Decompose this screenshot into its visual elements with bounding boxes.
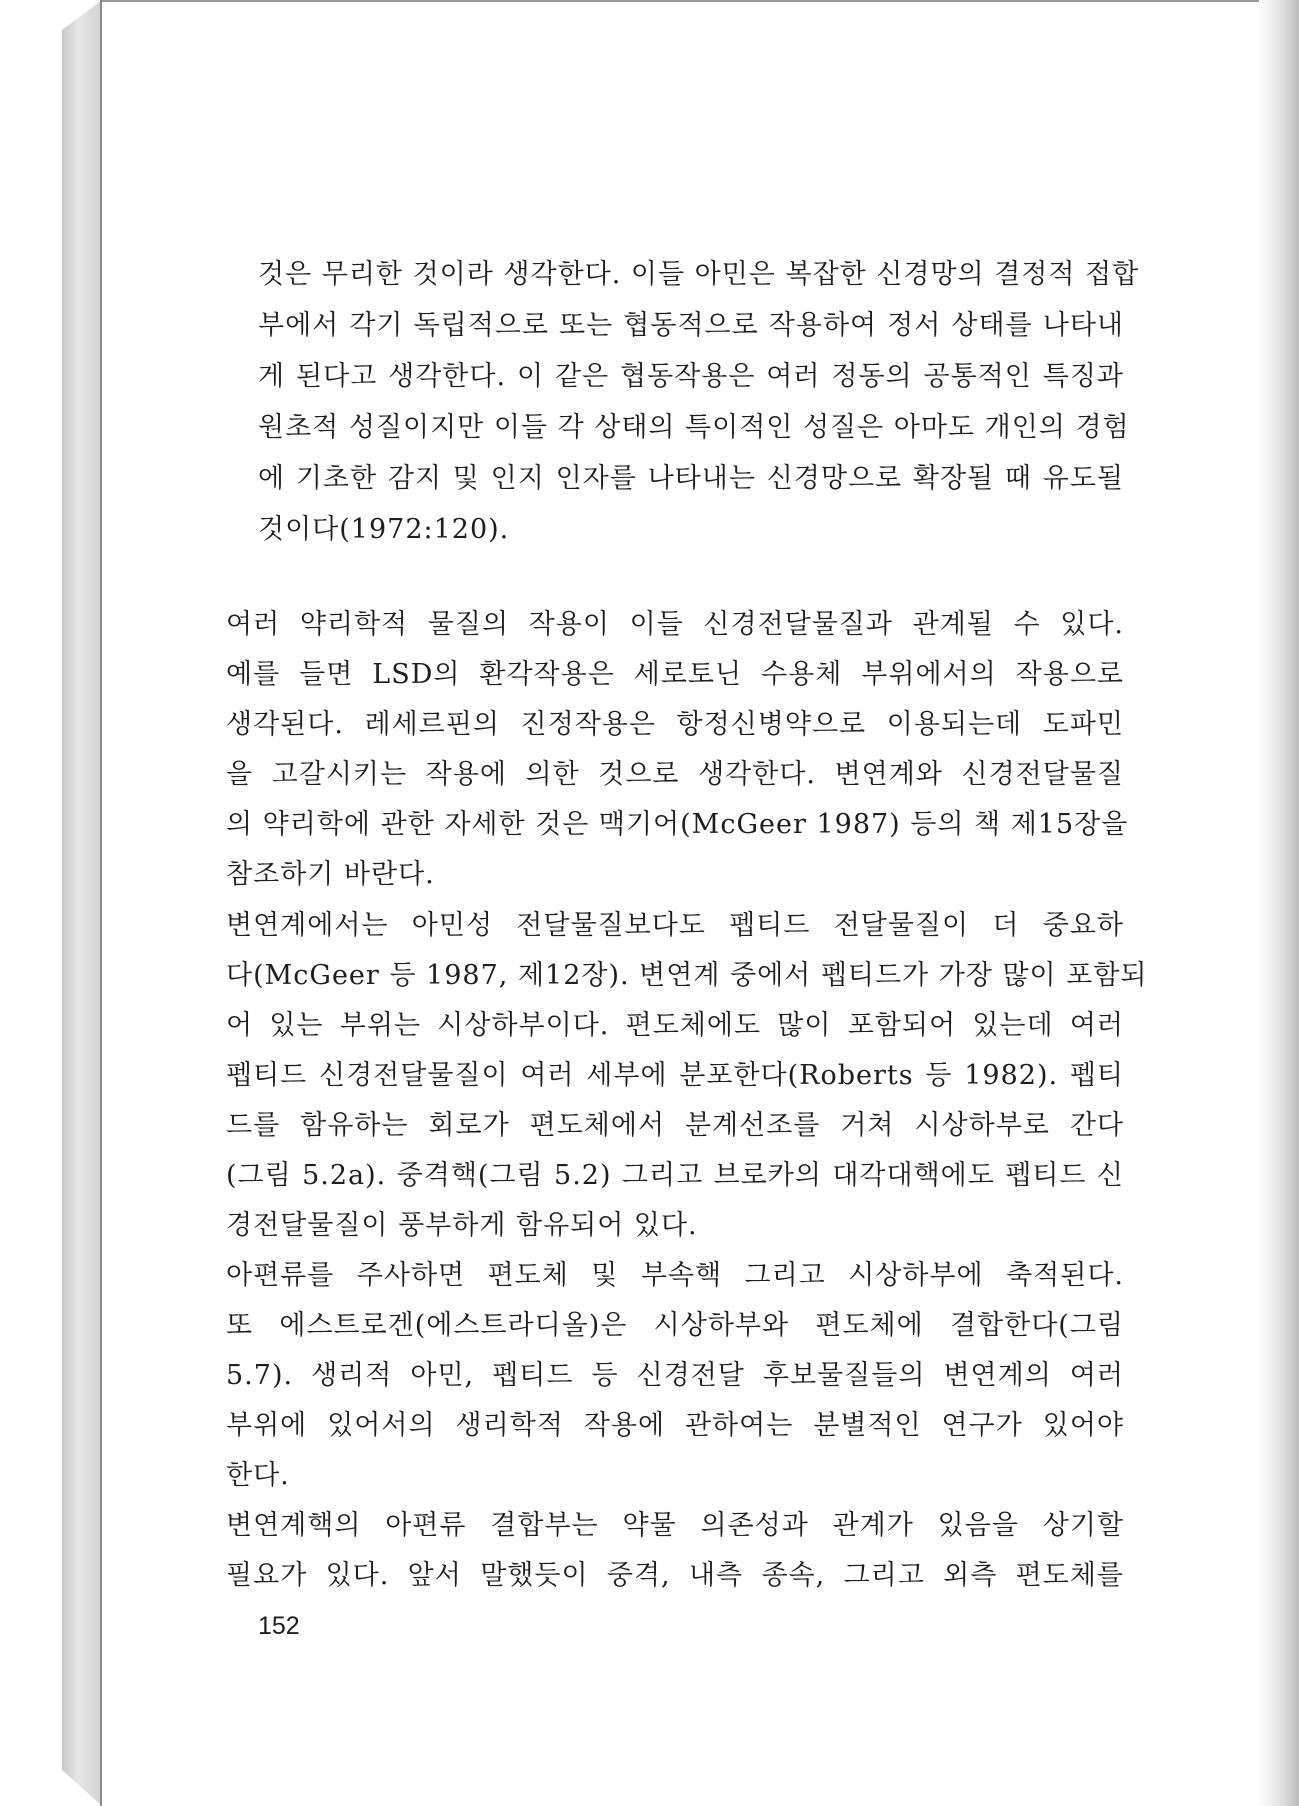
body-line: 의 약리학에 관한 자세한 것은 맥기어(McGeer 1987) 등의 책 제15장을 (226, 809, 1129, 840)
quote-line: 것이다(1972:120). (258, 514, 510, 545)
body-line: 5.7). 생리적 아민, 펩티드 등 신경전달 후보물질들의 변연계의 여러 (226, 1360, 1124, 1391)
body-line: 다(McGeer 등 1987, 제12장). 변연계 중에서 펩티드가 가장 많이 포함되 (226, 960, 1148, 991)
body-line: 예를 들면 LSD의 환각작용은 세로토닌 수용체 부위에서의 작용으로 (226, 659, 1124, 690)
body-line: 참조하기 바란다. (226, 859, 435, 890)
book-spine (62, 0, 102, 1806)
body-line: (그림 5.2a). 중격핵(그림 5.2) 그리고 브로카의 대각대핵에도 펩티드 신 (226, 1160, 1124, 1191)
quote-line: 원초적 성질이지만 이들 각 상태의 특이적인 성질은 아마도 개인의 경험 (258, 412, 1130, 443)
quote-line: 것은 무리한 것이라 생각한다. 이들 아민은 복잡한 신경망의 결정적 접합 (258, 259, 1140, 290)
body-line: 한다. (226, 1460, 290, 1491)
body-line: 아편류를 주사하면 편도체 및 부속핵 그리고 시상하부에 축적된다. (226, 1260, 1124, 1291)
body-line: 변연계핵의 아편류 결합부는 약물 의존성과 관계가 있음을 상기할 (226, 1510, 1124, 1541)
body-line: 생각된다. 레세르핀의 진정작용은 항정신병약으로 이용되는데 도파민 (226, 709, 1124, 740)
body-line: 드를 함유하는 회로가 편도체에서 분계선조를 거쳐 시상하부로 간다 (226, 1110, 1124, 1141)
page-edge-shadow (1259, 0, 1299, 1806)
body-line: 펩티드 신경전달물질이 여러 세부에 분포한다(Roberts 등 1982). 펩티 (226, 1060, 1124, 1091)
quote-line: 에 기초한 감지 및 인지 인자를 나타내는 신경망으로 확장될 때 유도될 (258, 463, 1124, 494)
body-line: 필요가 있다. 앞서 말했듯이 중격, 내측 종속, 그리고 외측 편도체를 (226, 1560, 1124, 1591)
body-line: 변연계에서는 아민성 전달물질보다도 펩티드 전달물질이 더 중요하 (226, 910, 1124, 941)
body-line: 경전달물질이 풍부하게 함유되어 있다. (226, 1210, 698, 1241)
page-number: 152 (258, 1612, 300, 1640)
quote-line: 부에서 각기 독립적으로 또는 협동적으로 작용하여 정서 상태를 나타내 (258, 310, 1124, 341)
body-line: 여러 약리학적 물질의 작용이 이들 신경전달물질과 관계될 수 있다. (226, 609, 1124, 640)
body-line: 어 있는 부위는 시상하부이다. 편도체에도 많이 포함되어 있는데 여러 (226, 1010, 1124, 1041)
body-line: 을 고갈시키는 작용에 의한 것으로 생각한다. 변연계와 신경전달물질 (226, 759, 1124, 790)
body-line: 부위에 있어서의 생리학적 작용에 관하여는 분별적인 연구가 있어야 (226, 1410, 1124, 1441)
quote-line: 게 된다고 생각한다. 이 같은 협동작용은 여러 정동의 공통적인 특징과 (258, 361, 1124, 392)
body-line: 또 에스트로겐(에스트라디올)은 시상하부와 편도체에 결합한다(그림 (226, 1310, 1124, 1341)
